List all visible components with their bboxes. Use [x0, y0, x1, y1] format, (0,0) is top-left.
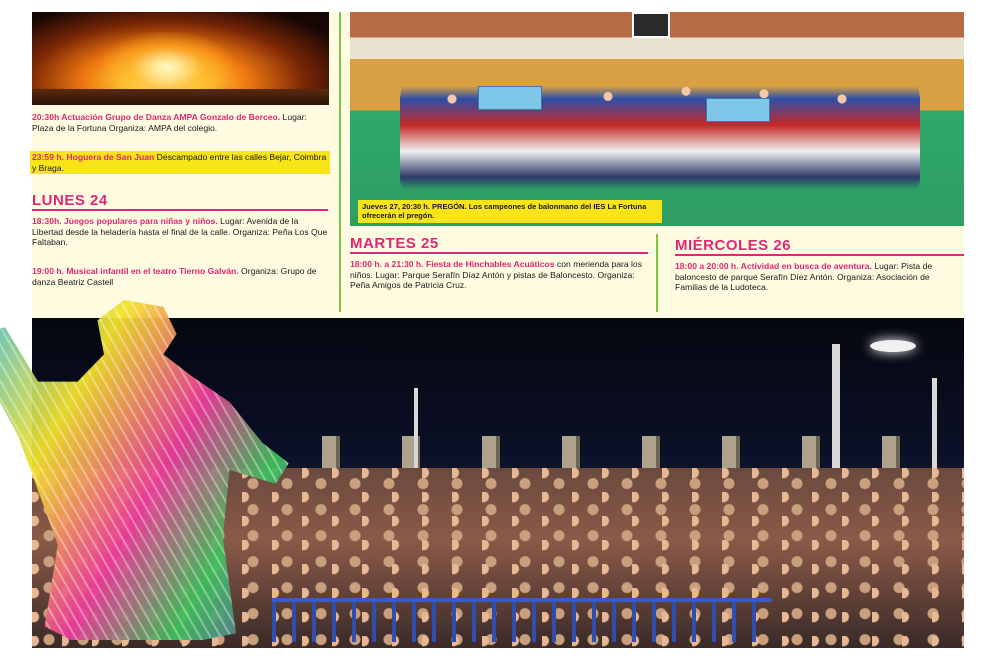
day-heading-lunes: LUNES 24 [32, 192, 108, 209]
event-aventura-text: Lugar: Pista de baloncesto de parque Serafín Díez Antón. Organiza: Asociación de Familias de la Ludoteca. [675, 261, 933, 293]
scoreboard [632, 12, 670, 38]
banner-sign-left [478, 86, 542, 110]
event-hinchables-text: con merienda para los niños. Lugar: Parque Serafín Díaz Antón y pistas de Baloncesto. Organiza: Peña Amigos de Patricia Cruz. [350, 259, 643, 291]
ground [32, 89, 329, 105]
team-group [400, 60, 920, 190]
event-hinchables-title: 18:00 h. a 21:30 h. Fiesta de Hinchables Acuáticos [350, 259, 555, 269]
event-musical-text: Organiza: Grupo de danza Beatriz Castell [32, 266, 317, 287]
crowd-fence [272, 598, 772, 642]
event-musical [32, 266, 328, 287]
event-hoguera-text: Descampado entre las calles Bejar, Coimbra y Braga. [32, 152, 327, 173]
event-juegos-text: Lugar: Avenida de la Libertad desde la heladería hasta el final de la calle. Organiza: Peña Los Que Faltaban. [32, 216, 328, 248]
event-danza-title: 20:30h Actuación Grupo de Danza AMPA Gonzalo de Berceo. [32, 112, 281, 122]
rule-miercoles [675, 254, 964, 256]
column-divider-2 [656, 234, 658, 312]
event-danza [32, 112, 328, 133]
event-aventura [675, 261, 960, 293]
bonfire-photo [32, 12, 329, 105]
event-musical-title: 19:00 h. Musical infantil en el teatro Tierno Galván. [32, 266, 239, 276]
day-heading-miercoles: MIÉRCOLES 26 [675, 237, 792, 254]
rule-martes [350, 252, 648, 254]
photo-caption: Jueves 27, 20:30 h. PREGÓN. Los campeones de balonmano del IES La Fortuna ofrecerán el pregón. [358, 200, 662, 223]
column-divider-1 [339, 12, 341, 312]
day-heading-martes: MARTES 25 [350, 235, 439, 252]
banner-sign-right [706, 98, 770, 122]
team-photo [350, 12, 964, 226]
event-aventura-title: 18:00 a 20:00 h. Actividad en busca de aventura. [675, 261, 872, 271]
event-juegos-title: 18:30h. Juegos populares para niñas y niños. [32, 216, 218, 226]
event-hoguera [30, 151, 330, 174]
rule-lunes [32, 209, 328, 211]
event-juegos [32, 216, 328, 248]
street-lamp-right [870, 340, 916, 352]
event-hinchables [350, 259, 648, 291]
event-danza-text: Lugar: Plaza de la Fortuna Organiza: AMPA del colegio. [32, 112, 307, 133]
event-hoguera-title: 23:59 h. Hoguera de San Juan [32, 152, 155, 162]
